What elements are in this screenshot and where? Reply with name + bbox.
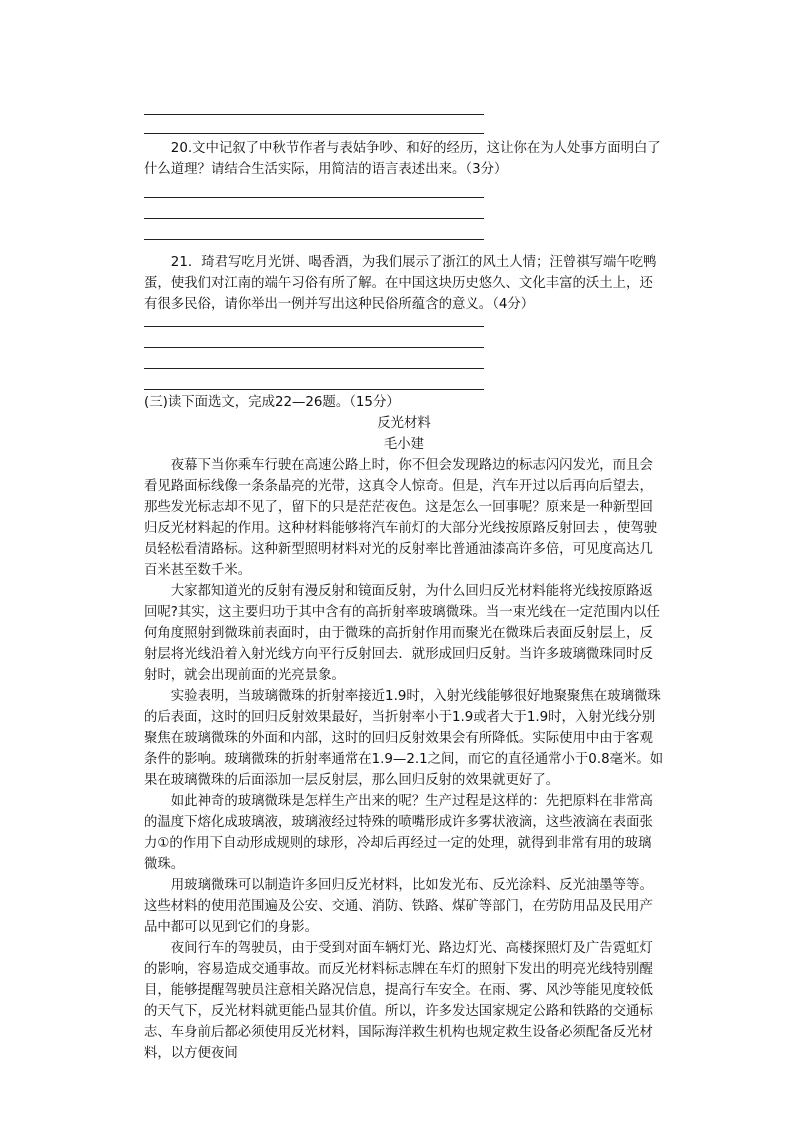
article-author: 毛小建 — [383, 437, 425, 452]
answer-line — [144, 218, 484, 219]
answer-line — [144, 347, 484, 348]
answer-line — [144, 239, 484, 240]
article-paragraph: 夜间行车的驾驶员，由于受到对面车辆灯光、路边灯光、高楼探照灯及广告霓虹灯的影响，容易造成交通事故。而反光材料标志牌在车灯的照射下发出的明亮光线特别醒目，能够提醒驾驶员注意相关路况信息，提高行车安全。在雨、雾、风沙等能见度较低的天气下，反光材料就更能凸显其价值。所以，许多发达国家规定公路和铁路的交通标志、车身前后都必须使用反光材料，国际海洋救生机构也规定救生设备必须配备反光材料，以方便夜间 — [144, 941, 653, 1061]
article-paragraph: 用玻璃微珠可以制造许多回归反光材料，比如发光布、反光涂料、反光油墨等等。这些材料的使用范围遍及公安、交通、消防、铁路、煤矿等部门，在劳防用品及民用产品中都可以见到它们的身影。 — [144, 878, 653, 935]
document-page — [144, 100, 664, 1064]
answer-line — [144, 326, 484, 327]
article-paragraph: 实验表明，当玻璃微珠的折射率接近1.9时，入射光线能够很好地聚聚焦在玻璃微珠的后表面，这时的回归反射效果最好，当折射率小于1.9或者大于1.9时，入射光线分别聚焦在玻璃微珠的外面和内部，这时的回归反射效果会有所降低。实际使用中由于客观条件的影响。玻璃微珠的折射率通常在1.9—2.1之间，而它的直径通常小于0.8毫米。如果在玻璃微珠的后面添加一层反射层，那么回归反射的效果就更好了。 — [144, 689, 664, 788]
question-21: 21．琦君写吃月光饼、喝香酒，为我们展示了浙江的风土人情；汪曾祺写端午吃鸭蛋，使我们对江南的端午习俗有所了解。在中国这块历史悠久、文化丰富的沃土上，还有很多民俗，请你举出一例并写出这种民俗所蕴含的意义。（4分） — [144, 255, 657, 312]
article-paragraph: 如此神奇的玻璃微珠是怎样生产出来的呢？生产过程是这样的：先把原料在非常高的温度下熔化成玻璃液，玻璃液经过特殊的喷嘴形成许多雾状液滴，这些液滴在表面张力①的作用下自动形成规则的球形，冷却后再经过一定的处理，就得到非常有用的玻璃微珠。 — [144, 794, 653, 872]
article-paragraph: 夜幕下当你乘车行驶在高速公路上时，你不但会发现路边的标志闪闪发光，而且会看见路面标线像一条条晶亮的光带，这真令人惊奇。但是，汽车开过以后再向后望去，那些发光标志却不见了，留下的只是茫茫夜色。这是怎么一回事呢？原来是一种新型回归反光材料起的作用。这种材料能够将汽车前灯的大部分光线按原路反射回去 ，使驾驶员轻松看清路标。这种新型照明材料对光的反射率比普通油漆高许多倍，可见度高达几百米甚至数千米。 — [144, 458, 658, 578]
question-20: 20.文中记叙了中秋节作者与表姑争吵、和好的经历，这让你在为人处事方面明白了什么道理？请结合生活实际，用简洁的语言表述出来。（3分） — [144, 141, 661, 177]
answer-line — [144, 368, 484, 369]
answer-line — [144, 389, 484, 390]
article-paragraph: 大家都知道光的反射有漫反射和镜面反射，为什么回归反光材料能将光线按原路返回呢?其实，这主要归功于其中含有的高折射率玻璃微珠。当一束光线在一定范围内以任何角度照射到微珠前表面时，由于微珠的高折射作用而聚光在微珠后表面反射层上，反射层将光线沿着入射光线方向平行反射回去．就形成回归反射。当许多玻璃微珠同时反射时，就会出现前面的光亮景象。 — [144, 584, 660, 683]
section-header: (三)读下面选文，完成22—26题。（15分） — [144, 395, 400, 410]
answer-line — [144, 114, 484, 115]
answer-line — [144, 133, 484, 134]
article-title: 反光材料 — [377, 416, 431, 431]
answer-line — [144, 197, 484, 198]
